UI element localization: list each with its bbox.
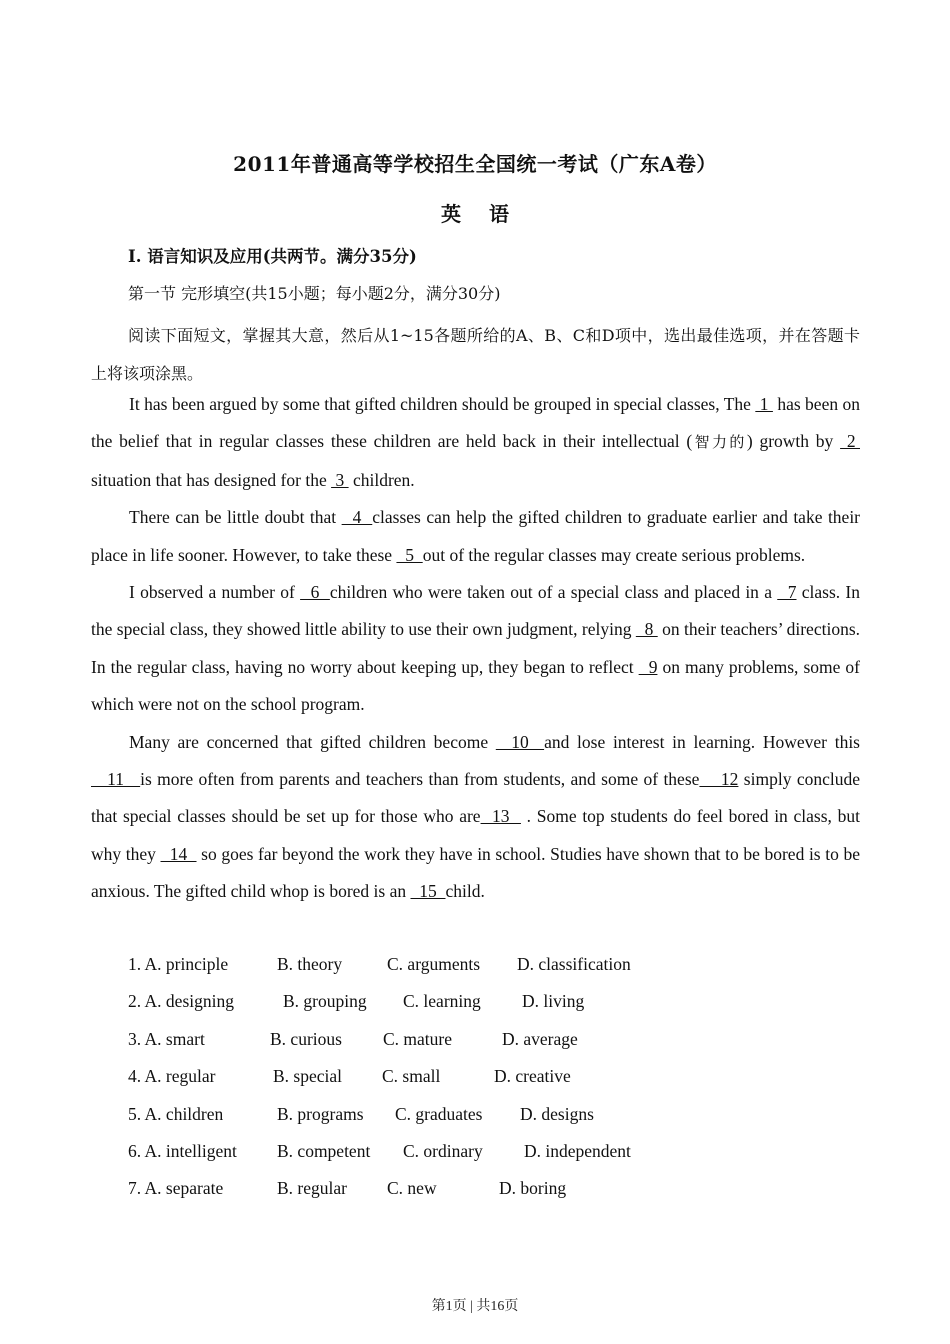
question-options-row xyxy=(128,1021,631,1058)
question-options-row xyxy=(128,1096,631,1133)
passage-text: It has been argued by some that gifted children should be grouped in special classes, The xyxy=(129,394,756,414)
cloze-passage xyxy=(91,386,860,911)
option-b: B. programs xyxy=(277,1103,364,1124)
passage-paragraph-2 xyxy=(91,499,860,574)
option-b: B. curious xyxy=(270,1028,342,1049)
option-b: B. theory xyxy=(277,954,343,974)
page-footer: 第1页 | 共16页 xyxy=(431,1299,519,1314)
passage-text: children. xyxy=(348,469,415,490)
option-d: D. creative xyxy=(494,1066,571,1087)
option-a: 1. A. principle xyxy=(128,954,229,974)
blank-12: 12 xyxy=(699,769,739,790)
passage-text: is more often from parents and teachers than from students, and some of these xyxy=(140,769,700,790)
passage-text: children who were taken out of a special class and placed in a xyxy=(329,582,778,603)
section-heading: Ⅰ. 语言知识及应用(共两节。满分35分) xyxy=(128,247,417,266)
blank-1: 1 xyxy=(755,394,773,414)
passage-paragraph-1 xyxy=(91,386,860,499)
passage-text: Many are concerned that gifted children become xyxy=(129,731,496,752)
passage-text: so goes far beyond the work they have in school. Studies have shown that to be bored is to be anxious. The gifted child whop is bored is an xyxy=(91,843,860,902)
passage-text: classes can help the gifted children to graduate earlier and take their place in life sooner. However, to take these xyxy=(91,507,861,565)
instructions: 阅读下面短文，掌握其大意，然后从1~15各题所给的A、B、C和D项中，选出最佳选项，并在答题卡上将该项涂黑。 xyxy=(91,326,860,383)
option-b: B. grouping xyxy=(283,991,367,1012)
blank-2: 2 xyxy=(840,431,860,452)
subject-heading: 英语 xyxy=(441,202,537,226)
passage-text: ) growth by xyxy=(746,431,841,452)
option-d: D. average xyxy=(502,1028,578,1049)
option-a: 6. A. intelligent xyxy=(128,1140,237,1161)
chinese-gloss: 智力的 xyxy=(692,433,747,452)
answer-options xyxy=(128,946,631,1208)
passage-text: on many problems, some of which were not on the school program. xyxy=(91,656,860,715)
option-c: C. new xyxy=(387,1178,437,1199)
blank-8: 8 xyxy=(635,619,658,640)
option-b: B. special xyxy=(273,1066,343,1087)
option-b: B. regular xyxy=(277,1178,347,1199)
passage-text: There can be little doubt that xyxy=(129,507,342,528)
passage-text: I observed a number of xyxy=(129,582,301,603)
blank-10: 10 xyxy=(495,731,545,752)
option-d: D. designs xyxy=(520,1103,594,1124)
blank-3: 3 xyxy=(331,469,349,490)
option-c: C. ordinary xyxy=(403,1140,483,1161)
option-c: C. learning xyxy=(403,991,481,1012)
passage-paragraph-3 xyxy=(91,574,860,724)
option-a: 3. A. smart xyxy=(128,1028,205,1049)
blank-7: 7 xyxy=(777,582,797,603)
option-c: C. mature xyxy=(383,1028,453,1049)
option-d: D. living xyxy=(522,991,585,1012)
blank-5: 5 xyxy=(396,544,423,565)
blank-11: 11 xyxy=(91,769,141,790)
option-a: 4. A. regular xyxy=(128,1066,216,1087)
passage-text: and lose interest in learning. However this xyxy=(544,731,860,752)
blank-4: 4 xyxy=(341,507,373,528)
option-c: C. small xyxy=(382,1066,441,1087)
option-b: B. competent xyxy=(277,1140,371,1161)
exam-title: 2011年普通高等学校招生全国统一考试（广东A卷） xyxy=(233,152,717,176)
option-d: D. boring xyxy=(499,1178,567,1199)
passage-text: . Some top students do feel bored in class, but why they xyxy=(91,806,860,864)
option-d: D. independent xyxy=(524,1140,631,1161)
passage-paragraph-4 xyxy=(91,724,860,911)
option-a: 5. A. children xyxy=(128,1103,224,1124)
option-c: C. arguments xyxy=(387,954,481,974)
option-a: 2. A. designing xyxy=(128,991,234,1012)
passage-text: on their teachers’ directions. In the regular class, having no worry about keeping up, they began to reflect xyxy=(91,619,861,677)
blank-9: 9 xyxy=(638,656,658,677)
question-options-row xyxy=(128,1058,631,1095)
question-options-row xyxy=(128,1170,631,1207)
passage-text: out of the regular classes may create serious problems. xyxy=(422,544,806,565)
passage-text: class. In the special class, they showed little ability to use their own judgment, relying xyxy=(91,582,860,640)
option-d: D. classification xyxy=(517,954,631,974)
passage-text: has been on the belief that in regular classes these children are held back in their intellectual ( xyxy=(91,394,860,452)
blank-14: 14 xyxy=(160,843,197,864)
blank-13: 13 xyxy=(480,806,521,827)
option-c: C. graduates xyxy=(395,1103,483,1124)
question-options-row xyxy=(128,983,631,1020)
passage-text: simply conclude that special classes should be set up for those who are xyxy=(91,769,860,827)
blank-15: 15 xyxy=(410,881,446,902)
passage-text: situation that has designed for the xyxy=(91,469,332,490)
option-a: 7. A. separate xyxy=(128,1178,224,1199)
passage-text: child. xyxy=(445,881,485,902)
subsection-heading: 第一节 完形填空(共15小题；每小题2分，满分30分) xyxy=(128,284,501,303)
blank-6: 6 xyxy=(300,582,330,603)
question-options-row xyxy=(128,1133,631,1170)
question-options-row xyxy=(128,946,631,983)
